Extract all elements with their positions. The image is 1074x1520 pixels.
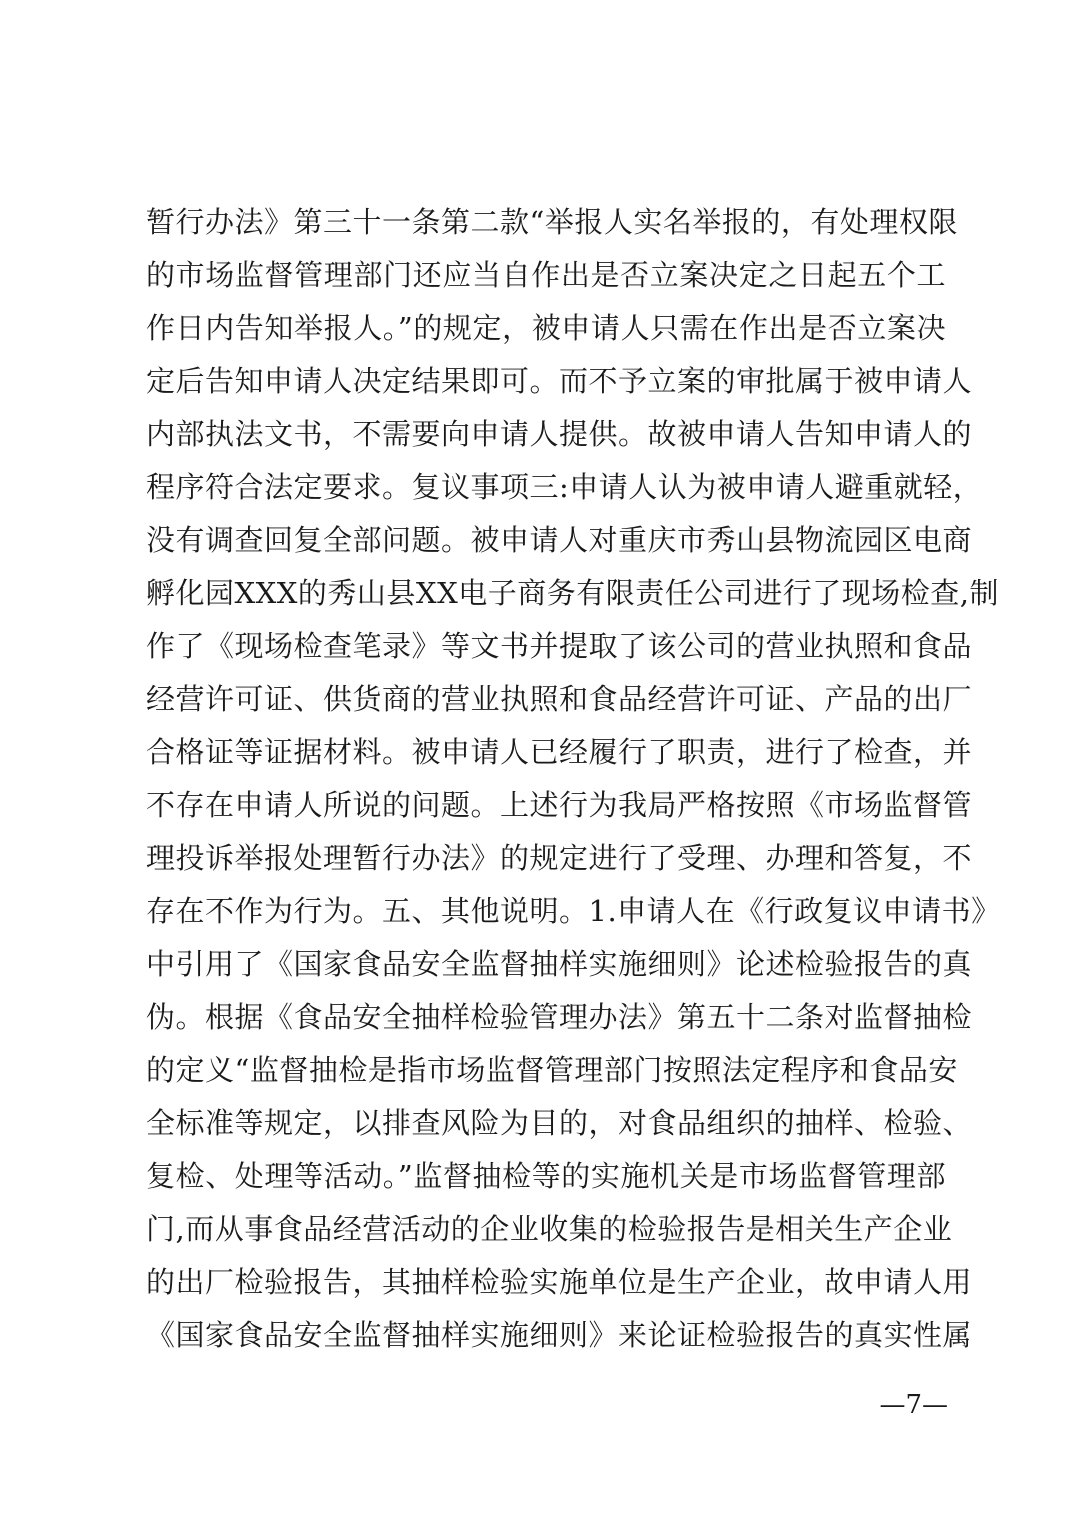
- text-line: 程序符合法定要求。复议事项三:申请人认为被申请人避重就轻，: [146, 470, 983, 504]
- text-line: 《国家食品安全监督抽样实施细则》来论证检验报告的真实性属: [146, 1318, 973, 1352]
- text-line: 内部执法文书，不需要向申请人提供。故被申请人告知申请人的: [146, 417, 973, 451]
- text-line: 经营许可证、供货商的营业执照和食品经营许可证、产品的出厂: [146, 682, 973, 716]
- text-line: 不存在申请人所说的问题。上述行为我局严格按照《市场监督管: [146, 788, 973, 822]
- text-line: 定后告知申请人决定结果即可。而不予立案的审批属于被申请人: [146, 364, 973, 398]
- text-line: 的定义“监督抽检是指市场监督管理部门按照法定程序和食品安: [146, 1053, 958, 1087]
- text-line: 没有调查回复全部问题。被申请人对重庆市秀山县物流园区电商: [146, 523, 973, 557]
- text-line: 合格证等证据材料。被申请人已经履行了职责，进行了检查，并: [146, 735, 973, 769]
- text-line: 复检、处理等活动。”监督抽检等的实施机关是市场监督管理部: [146, 1159, 946, 1193]
- text-line: 门,而从事食品经营活动的企业收集的检验报告是相关生产企业: [146, 1212, 953, 1246]
- text-line: 伪。根据《食品安全抽样检验管理办法》第五十二条对监督抽检: [146, 1000, 973, 1034]
- text-line: 的市场监督管理部门还应当自作出是否立案决定之日起五个工: [146, 258, 946, 292]
- text-line: 全标准等规定，以排查风险为目的，对食品组织的抽样、检验、: [146, 1106, 973, 1140]
- text-line: 理投诉举报处理暂行办法》的规定进行了受理、办理和答复，不: [146, 841, 973, 875]
- text-line: 中引用了《国家食品安全监督抽样实施细则》论述检验报告的真: [146, 947, 973, 981]
- text-line: 作了《现场检查笔录》等文书并提取了该公司的营业执照和食品: [146, 629, 973, 663]
- text-line: 存在不作为行为。五、其他说明。1.申请人在《行政复议申请书》: [146, 894, 1001, 928]
- body-text: [146, 196, 1001, 1362]
- text-line: 作日内告知举报人。”的规定，被申请人只需在作出是否立案决: [146, 311, 946, 345]
- text-line: 的出厂检验报告，其抽样检验实施单位是生产企业，故申请人用: [146, 1265, 973, 1299]
- text-line: 暂行办法》第三十一条第二款“举报人实名举报的，有处理权限: [146, 205, 958, 239]
- text-line: 孵化园XXX的秀山县XX电子商务有限责任公司进行了现场检查,制: [146, 576, 999, 610]
- page-number: —7—: [879, 1390, 948, 1420]
